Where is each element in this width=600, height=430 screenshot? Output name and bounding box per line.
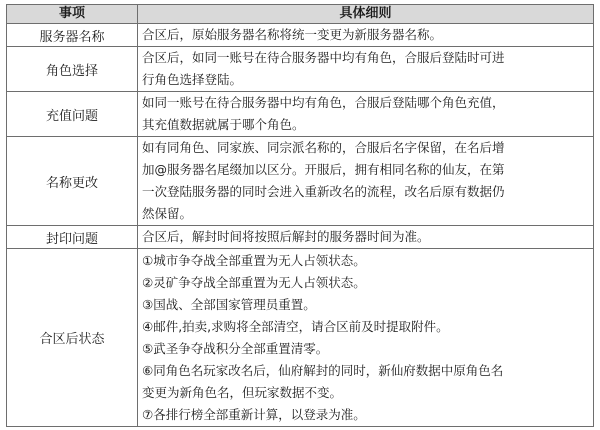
header-details: 具体细则 bbox=[138, 5, 594, 24]
detail-line: ②灵矿争夺战全部重置为无人占领状态。 bbox=[142, 274, 366, 290]
rules-table bbox=[6, 4, 594, 427]
row-item-label: 封印问题 bbox=[7, 226, 138, 249]
header-item: 事项 bbox=[7, 5, 138, 24]
row-item-label: 角色选择 bbox=[7, 47, 138, 92]
detail-line: ⑤武圣争夺战积分全部重置清零。 bbox=[142, 340, 329, 356]
row-item-label: 充值问题 bbox=[7, 92, 138, 137]
detail-line: ⑦各排行榜全部重新计算，以登录为准。 bbox=[142, 406, 366, 422]
detail-line: ⑥同角色名玩家改名后，仙府解封的同时，新仙府数据中原角色名 bbox=[142, 362, 504, 378]
table-header-row bbox=[7, 5, 594, 24]
detail-line: ③国战、全部国家管理员重置。 bbox=[142, 296, 316, 312]
detail-line: 合区后，如同一账号在待合服务器中均有角色，合服后登陆时可进 bbox=[142, 50, 505, 65]
detail-line: 行角色选择登陆。 bbox=[142, 72, 243, 87]
row-detail bbox=[138, 137, 594, 226]
detail-line: 其充值数据就属于哪个角色。 bbox=[142, 117, 305, 132]
detail-line: ①城市争夺战全部重置为无人占领状态。 bbox=[142, 252, 366, 268]
detail-line: ④邮件,拍卖,求购将全部清空，请合区前及时提取附件。 bbox=[142, 318, 449, 334]
row-item-label: 合区后状态 bbox=[7, 249, 138, 427]
detail-line: 合区后，解封时间将按照后解封的服务器时间为准。 bbox=[142, 229, 430, 244]
detail-line: 合区后，原始服务器名称将统一变更为新服务器名称。 bbox=[142, 27, 443, 42]
table-row bbox=[7, 249, 594, 427]
table-row bbox=[7, 92, 594, 137]
row-detail bbox=[138, 249, 594, 427]
detail-line: 变更为新角色名，但玩家数据不变。 bbox=[142, 384, 343, 400]
table-row bbox=[7, 24, 594, 47]
row-detail bbox=[138, 226, 594, 249]
table-row bbox=[7, 47, 594, 92]
row-detail bbox=[138, 47, 594, 92]
row-item-label: 名称更改 bbox=[7, 137, 138, 226]
detail-line: 然保留。 bbox=[142, 206, 193, 221]
row-detail bbox=[138, 92, 594, 137]
table-row bbox=[7, 226, 594, 249]
row-detail bbox=[138, 24, 594, 47]
detail-line: 加@服务器名尾缀加以区分。开服后，拥有相同名称的仙友，在第 bbox=[142, 162, 505, 177]
detail-line: 如有同角色、同家族、同宗派名称的，合服后名字保留，在名后增 bbox=[142, 140, 505, 155]
detail-line: 如同一账号在待合服务器中均有角色，合服后登陆哪个角色充值， bbox=[142, 95, 505, 110]
detail-line: 一次登陆服务器的同时会进入重新改名的流程，改名后原有数据仍 bbox=[142, 184, 505, 199]
rules-table-container bbox=[6, 4, 593, 427]
row-item-label: 服务器名称 bbox=[7, 24, 138, 47]
table-row bbox=[7, 137, 594, 226]
